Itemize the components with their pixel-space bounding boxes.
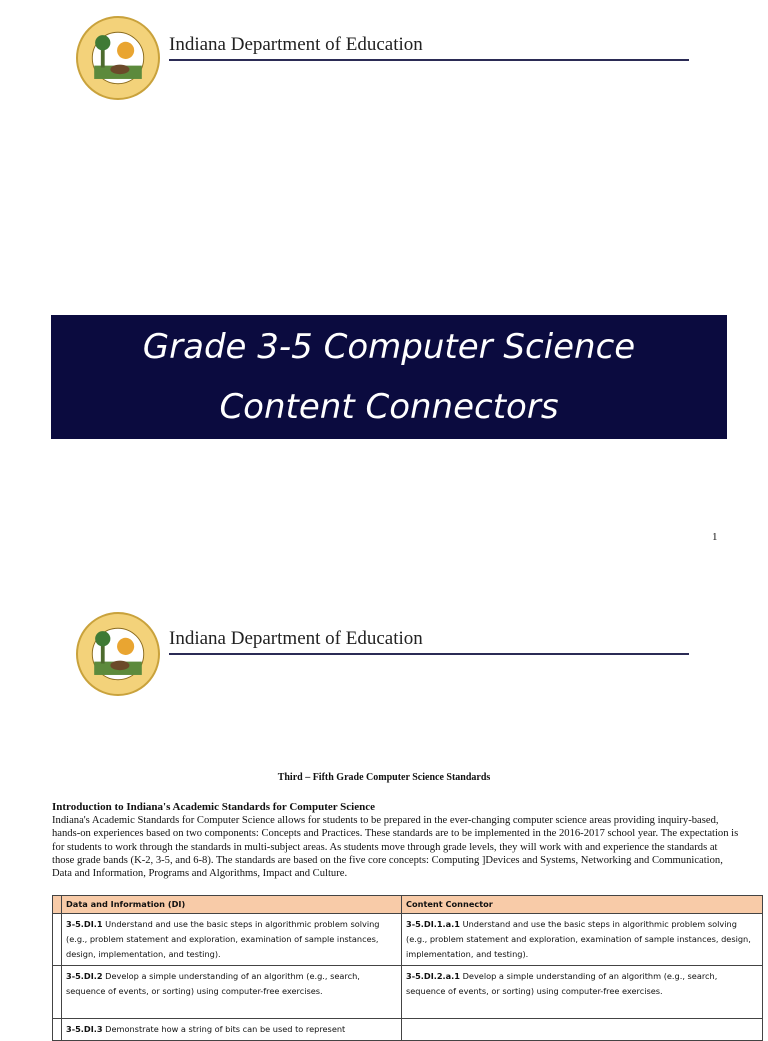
department-name: Indiana Department of Education [169, 34, 423, 55]
department-name: Indiana Department of Education [169, 628, 423, 649]
standard-code: 3-5.DI.1 [66, 919, 103, 929]
standard-cell [62, 1019, 402, 1041]
standard-text: Demonstrate how a string of bits can be used to represent [102, 1024, 346, 1034]
standard-text: Develop a simple understanding of an algorithm (e.g., search, sequence of events, or sorting) using computer-free exercises. [66, 971, 360, 996]
header-rule [169, 59, 689, 61]
cover-title-line2: Content Connectors [219, 387, 559, 427]
table-row [53, 914, 763, 966]
state-seal-logo [76, 612, 160, 696]
standards-table [52, 895, 763, 1041]
section-title: Third – Fifth Grade Computer Science Standards [277, 772, 491, 783]
row-gutter [53, 1019, 62, 1041]
connector-code: 3-5.DI.1.a.1 [406, 919, 460, 929]
connector-text: Understand and use the basic steps in algorithmic problem solving (e.g., problem statement and exploration, examination of sample instances, design, implementation, and testing). [406, 919, 751, 959]
table-row [53, 966, 763, 1019]
cover-title-line1: Grade 3-5 Computer Science [142, 327, 636, 367]
connector-cell [402, 1019, 763, 1041]
connector-code: 3-5.DI.2.a.1 [406, 971, 460, 981]
header-rule [169, 653, 689, 655]
cover-title-banner [51, 315, 727, 439]
state-seal-logo [76, 16, 160, 100]
column-header-standard: Data and Information (DI) [62, 896, 402, 914]
standard-cell [62, 914, 402, 966]
page-number: 1 [712, 531, 718, 543]
standard-cell [62, 966, 402, 1019]
intro-heading: Introduction to Indiana's Academic Standards for Computer Science [52, 801, 375, 813]
row-gutter [53, 966, 62, 1019]
connector-text: Develop a simple understanding of an algorithm (e.g., search, sequence of events, or sorting) using computer-free exercises. [406, 971, 718, 996]
connector-cell [402, 914, 763, 966]
row-gutter [53, 896, 62, 914]
standard-code: 3-5.DI.3 [66, 1024, 103, 1034]
intro-paragraph: Indiana's Academic Standards for Computer Science allows for students to be prepared in the ever-changing computer science areas providing inquiry-based, hands-on experiences based on two components: Concepts and Practices. These standards are to be implemented in the 2016-2017 school year. The expectation is for students to work through the standards in multi-subject areas. As students move through grade levels, they will work with and experience the standards at those grade bands (K-2, 3-5, and 6-8). The standards are based on the five core concepts: Computing ]Devices and Systems, Networking and Communication, Data and Information, Programs and Algorithms, Impact and Culture. [52, 815, 739, 880]
row-gutter [53, 914, 62, 966]
standard-code: 3-5.DI.2 [66, 971, 103, 981]
standard-text: Understand and use the basic steps in algorithmic problem solving (e.g., problem statement and exploration, examination of sample instances, design, implementation, and testing). [66, 919, 380, 959]
table-header-row [53, 896, 763, 914]
table-row [53, 1019, 763, 1041]
column-header-connector: Content Connector [402, 896, 763, 914]
connector-cell [402, 966, 763, 1019]
